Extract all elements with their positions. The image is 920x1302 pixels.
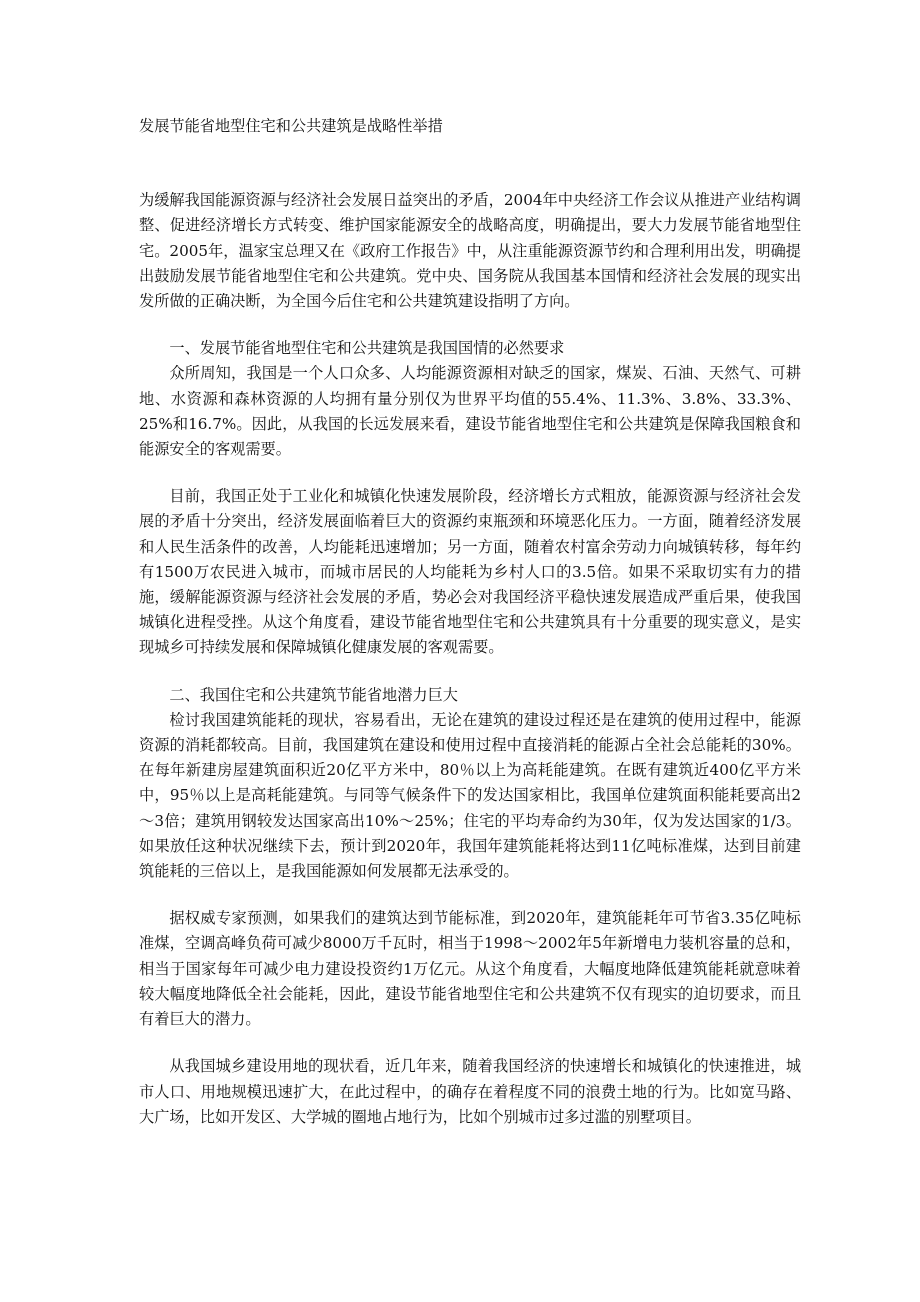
section-1-paragraph-2: 目前，我国正处于工业化和城镇化快速发展阶段，经济增长方式粗放，能源资源与经济社会发展的矛盾十分突出，经济发展面临着巨大的资源约束瓶颈和环境恶化压力。一方面，随着经济发展和人民生活条件的改善，人均能耗迅速增加；另一方面，随着农村富余劳动力向城镇转移，每年约有1500万农民进入城市，而城市居民的人均能耗为乡村人口的3.5倍。如果不采取切实有力的措施，缓解能源资源与经济社会发展的矛盾，势必会对我国经济平稳快速发展造成严重后果，使我国城镇化进程受挫。从这个角度看，建设节能省地型住宅和公共建筑具有十分重要的现实意义，是实现城乡可持续发展和保障城镇化健康发展的客观需要。: [139, 487, 801, 657]
section-2-paragraph-1: 检讨我国建筑能耗的现状，容易看出，无论在建筑的建设过程还是在建筑的使用过程中，能源资源的消耗都较高。目前，我国建筑在建设和使用过程中直接消耗的能源占全社会总能耗的30%。在每年新建房屋建筑面积近20亿平方米中，80％以上为高耗能建筑。在既有建筑近400亿平方米中，95％以上是高耗能建筑。与同等气候条件下的发达国家相比，我国单位建筑面积能耗要高出2～3倍；建筑用钢较发达国家高出10%～25%；住宅的平均寿命约为30年，仅为发达国家的1/3。如果放任这种状况继续下去，预计到2020年，我国年建筑能耗将达到11亿吨标准煤，达到目前建筑能耗的三倍以上，是我国能源如何发展都无法承受的。: [139, 710, 801, 881]
section-2-heading: 二、我国住宅和公共建筑节能省地潜力巨大: [169, 685, 458, 704]
section-2-paragraph-3: 从我国城乡建设用地的现状看，近几年来，随着我国经济的快速增长和城镇化的快速推进，城市人口、用地规模迅速扩大，在此过程中，的确存在着程度不同的浪费土地的行为。比如宽马路、大广场，比如开发区、大学城的圈地占地行为，比如个别城市过多过滥的别墅项目。: [139, 1057, 801, 1126]
document-title: 发展节能省地型住宅和公共建筑是战略性举措: [139, 117, 443, 135]
section-2-paragraph-2: 据权威专家预测，如果我们的建筑达到节能标准，到2020年，建筑能耗年可节省3.35亿吨标准煤，空调高峰负荷可减少8000万千瓦时，相当于1998～2002年5年新增电力装机容量的总和，相当于国家每年可减少电力建设投资约1万亿元。从这个角度看，大幅度地降低建筑能耗就意味着较大幅度地降低全社会能耗，因此，建设节能省地型住宅和公共建筑不仅有现实的迫切要求，而且有着巨大的潜力。: [139, 909, 801, 1029]
document-page: [139, 114, 801, 1152]
intro-paragraph: 为缓解我国能源资源与经济社会发展日益突出的矛盾，2004年中央经济工作会议从推进产业结构调整、促进经济增长方式转变、维护国家能源安全的战略高度，明确提出，要大力发展节能省地型住宅。2005年，温家宝总理又在《政府工作报告》中，从注重能源资源节约和合理利用出发，明确提出鼓励发展节能省地型住宅和公共建筑。党中央、国务院从我国基本国情和经济社会发展的现实出发所做的正确决断，为全国今后住宅和公共建筑建设指明了方向。: [139, 191, 801, 311]
section-1-heading: 一、发展节能省地型住宅和公共建筑是我国国情的必然要求: [169, 339, 565, 358]
section-1-paragraph-1: 众所周知，我国是一个人口众多、人均能源资源相对缺乏的国家，煤炭、石油、天然气、可耕地、水资源和森林资源的人均拥有量分别仅为世界平均值的55.4%、11.3%、3.8%、33.3%、25%和16.7%。因此，从我国的长远发展来看，建设节能省地型住宅和公共建筑是保障我国粮食和能源安全的客观需要。: [139, 364, 801, 459]
